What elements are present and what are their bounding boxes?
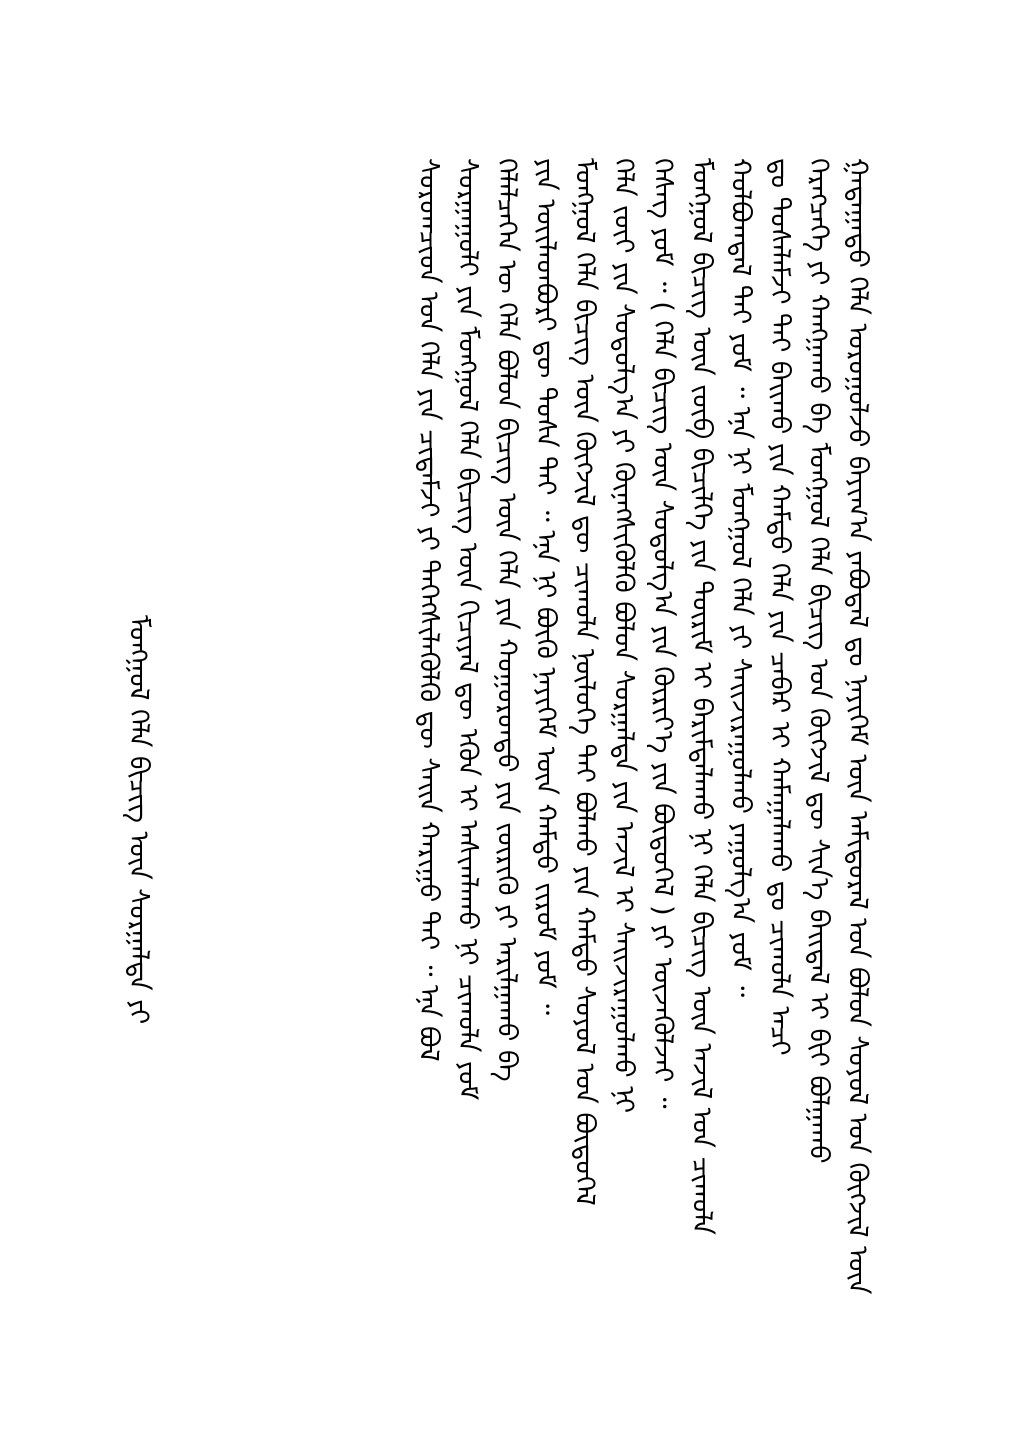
text-line-11: ᠰᠤᠷᠭᠠᠭᠤᠯᠢ ᠶᠢᠨ ᠮᠣᠩᠭᠣᠯ ᠬᠡᠯᠡ ᠪᠢᠴᠢᠭ ᠦᠨ ᠬᠢᠴᠢᠶᠡᠯ ᠳᠦ ᠡᠭᠦᠨ ᠢ ᠠᠰᠢᠭᠯᠠᠬᠤ ᠨᠢ ᠴᠢᠬᠤᠯᠠ ᠶᠤᠮ [452, 158, 483, 1101]
text-line-9: ᠶᠢᠨ ᠦᠢᠯᠡᠳᠪᠦᠷᠢ ᠳᠦ ᠲᠤᠰᠠ ᠲᠠᠢ ᠃ ᠡᠨᠡ ᠨᠢ ᠪᠦᠬᠦ ᠨᠡᠶᠢᠭᠡᠮ ᠦᠨ ᠬᠠᠮᠲᠤ ᠵᠢᠷᠤᠮ ᠶᠤᠮ ᠃ [530, 158, 561, 1016]
text-line-7: ᠬᠡᠯᠡ ᠵᠦᠢ ᠶᠢᠨ ᠰᠤᠳᠤᠯᠭ᠎ᠠ ᠶᠢ ᠭᠦᠨᠡᠭᠰᠢᠭᠦᠯᠬᠦ ᠪᠣᠯᠤᠨ ᠰᠤᠷᠭᠠᠯᠲᠠ ᠶᠢᠨ ᠠᠵᠢᠯ ᠢ ᠰᠠᠢᠵᠢᠷᠠᠭᠤᠯᠬᠤ ᠨᠢ [608, 158, 639, 1114]
text-line-3: ᠳᠤ ᠳᠤᠰᠠᠯᠠᠮᠵᠢ ᠲᠠᠢ ᠪᠠᠢᠬᠤ ᠶᠢᠨ ᠬᠠᠮᠲᠤ ᠬᠡᠯᠡ ᠶᠢᠨ ᠴᠡᠪᠡᠷ ᠢ ᠬᠠᠮᠠᠭᠠᠯᠠᠬᠤ ᠳᠤ ᠴᠢᠬᠤᠯᠠ ᠠᠴᠢ [764, 158, 795, 1056]
text-line-12: ᠰᠤᠷᠤᠭᠴᠢᠳ ᠤᠨ ᠬᠡᠯᠡ ᠶᠢᠨ ᠴᠢᠳᠠᠮᠵᠢ ᠶᠢ ᠳᠡᠭᠡᠭᠰᠢᠯᠡᠭᠦᠯᠬᠦ ᠳᠦ ᠰᠠᠢᠨ ᠬᠠᠷᠢᠭᠤ ᠲᠠᠢ ᠃ ᠡᠨᠡ ᠪᠣᠯ [413, 158, 444, 1062]
text-line-4: ᠬᠣᠯᠪᠣᠭᠳᠠᠯ ᠲᠠᠢ ᠶᠤᠮ ᠃ ᠡᠨᠡ ᠨᠢ ᠮᠣᠩᠭᠣᠯ ᠬᠡᠯᠡ ᠶᠢ ᠰᠠᠢᠵᠢᠷᠠᠭᠤᠯᠬᠤ ᠶᠠᠭᠤᠯᠭ᠎ᠠ ᠶᠤᠮ ᠃ [725, 158, 756, 998]
text-line-10: ᠬᠡᠯᠡᠯᠴᠡᠭᠡᠨ ᠦ ᠬᠡᠯᠡ ᠪᠣᠯᠤᠨ ᠪᠢᠴᠢᠭ ᠦᠨ ᠬᠡᠯᠡ ᠶᠢᠨ ᠬᠣᠭᠣᠷᠤᠨᠳᠤ ᠶᠢᠨ ᠵᠥᠷᠢᠭᠦ ᠶᠢ ᠠᠷᠢᠯᠭᠠᠬᠤ ᠪᠠ [491, 158, 522, 1082]
text-line-2: ᠬᠡᠷᠡᠭᠴᠡᠭᠡ ᠶᠢ ᠬᠠᠩᠭᠠᠬᠤ ᠪᠠ ᠮᠣᠩᠭᠣᠯ ᠬᠡᠯᠡ ᠪᠢᠴᠢᠭ ᠤᠨ ᠬᠥᠭᠵᠢᠯ ᠳᠦ ᠰᠢᠨ᠎ᠡ ᠪᠠᠢᠳᠠᠯ ᠢ ᠪᠢᠢ ᠪᠣᠯᠭᠠᠬᠤ [803, 158, 834, 1164]
text-line-6: ᠬᠡᠰᠡᠭ ᠶᠤᠮ ᠃ ( ᠬᠡᠯᠡ ᠪᠢᠴᠢᠭ ᠦᠨ ᠰᠤᠳᠤᠯᠭ᠎ᠠ ᠶᠢᠨ ᠬᠦᠷᠢᠶ᠎ᠡ ᠶᠢᠨ ᠪᠦᠲᠦᠭᠡᠯ ) ᠶᠢ ᠦᠵᠡᠭᠦᠯᠵᠡᠢ ᠃ [647, 158, 678, 1109]
text-line-8: ᠮᠣᠩᠭᠣᠯ ᠬᠡᠯᠡ ᠪᠢᠴᠢᠭ ᠦᠨ ᠬᠥᠭᠵᠢᠯ ᠳᠦ ᠴᠢᠬᠤᠯᠠ ᠨᠥᠯᠦᠭᠡ ᠲᠠᠢ ᠪᠣᠯᠬᠤ ᠶᠢᠨ ᠬᠠᠮᠲᠤ ᠰᠣᠶᠣᠯ ᠤᠨ ᠪᠦᠲᠦᠭᠡᠯ [569, 158, 600, 1206]
text-line-1: ᠭᠠᠳᠠᠭᠠᠳᠤ ᠬᠡᠯᠡ ᠤᠷᠤᠭᠤᠯᠵᠤ ᠪᠠᠶᠢᠭ᠎ᠠ ᠶᠠᠪᠤᠳᠠᠯ ᠳᠤ ᠨᠡᠶᠢᠭᠡᠮ ᠦᠨ ᠠᠮᠢᠳᠤᠷᠠᠯ ᠤᠨ ᠪᠣᠯᠤᠨ ᠰᠣᠶᠣᠯ ᠤᠨ ᠬᠦᠭᠵᠢᠯ ᠦᠨ [842, 158, 873, 1295]
text-line-5: ᠮᠣᠩᠭᠣᠯ ᠪᠢᠴᠢᠭ ᠦᠨ ᠵᠦᠪ ᠪᠢᠴᠢᠯᠭᠡ ᠶᠢᠨ ᠳᠦᠷᠢᠮ ᠢ ᠪᠠᠷᠢᠮᠲᠠᠯᠠᠬᠤ ᠨᠢ ᠬᠡᠯᠡ ᠪᠢᠴᠢᠭ ᠦᠨ ᠠᠵᠢᠯ ᠤᠨ ᠴᠢᠬᠤᠯᠠ [686, 158, 717, 1235]
document-title: ᠮᠣᠩᠭᠣᠯ ᠬᠡᠯᠡ ᠪᠢᠴᠢᠭ ᠦᠨ ᠰᠤᠷᠭᠠᠯᠲᠠ ᠶᠢ [123, 615, 154, 1025]
